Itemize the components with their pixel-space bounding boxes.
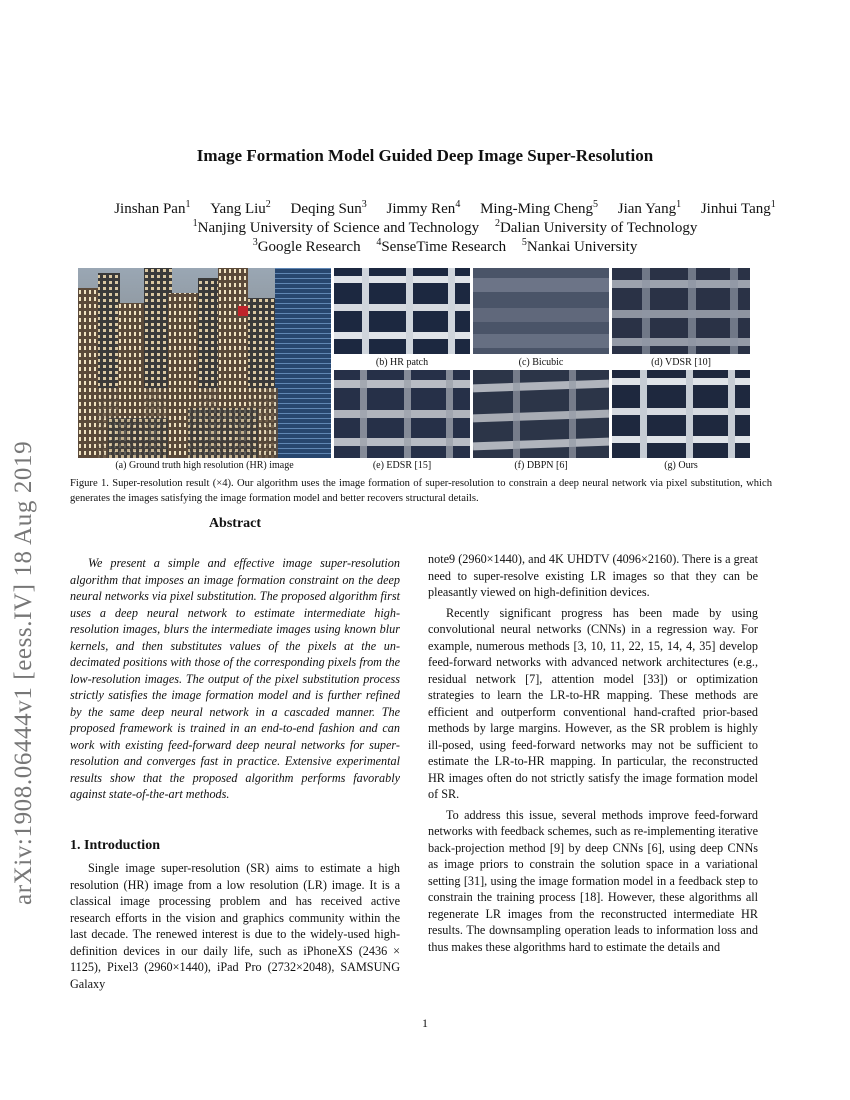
figure-1-caption: Figure 1. Super-resolution result (×4). Our algorithm uses the image formation of super-resolution to constrain a deep neural network via pixel substitution, which generates the images satisfying the image formation model and better recovers structural details.: [70, 478, 772, 504]
caption-g: (g) Ours: [664, 460, 698, 471]
author-names: [60, 200, 830, 219]
author: Jinhui Tang$^1$: [700, 199, 776, 217]
author: Jian Yang$^1$: [617, 199, 682, 217]
caption-b: (b) HR patch: [375, 357, 429, 368]
abstract-heading: Abstract: [208, 516, 262, 531]
dbpn-patch-image: [473, 370, 609, 458]
intro-heading: 1. Introduction: [70, 838, 160, 853]
affiliations-line-2: [60, 238, 830, 257]
right-column: [428, 551, 758, 955]
affiliation: $^2$Dalian University of Technology: [494, 218, 698, 236]
affiliation: $^4$SenseTime Research: [376, 237, 507, 255]
figure-1: [78, 268, 750, 470]
author: Deqing Sun$^3$: [290, 199, 367, 217]
author-block: [60, 200, 830, 257]
caption-d: (d) VDSR [10]: [651, 357, 711, 368]
affiliation: $^1$Nanjing University of Science and Technology: [192, 218, 480, 236]
arxiv-watermark: arXiv:1908.06444v1 [eess.IV] 18 Aug 2019: [10, 440, 37, 905]
abstract-text: We present a simple and effective image super-resolution algorithm that imposes an image formation constraint on the deep neural networks via pixel substitution. The proposed algorithm first uses a deep neural network to estimate intermediate high-resolution images, blurs the intermediate images using known blur kernels, and then substitutes values of the pixels at the un-decimated positions with those of the corresponding pixels from the low-resolution images. The output of the pixel substitution process strictly satisfies the image formation model and is further refined by the same deep neural network in a cascaded manner. The proposed framework is trained in an end-to-end fashion and can work with existing feed-forward deep neural networks for super-resolution and converges fast in practice. Extensive experimental results show that the proposed algorithm performs favorably against state-of-the-art methods.: [70, 556, 400, 801]
right-paragraph: To address this issue, several methods improve feed-forward networks with feedback schemes, such as re-implementing iterative back-projection method [9] by deep CNNs [6], using deep CNNs as image priors to constrain the solution space in a variational setting [31], using the image formation model in a feedback step to constrain the training process [18]. However, these algorithms all regenerate LR images from the reconstructed intermediate HR results. The downsampling operation leads to information loss and thus makes these algorithms hard to estimate the details and: [428, 807, 758, 954]
right-paragraph: note9 (2960×1440), and 4K UHDTV (4096×2160). There is a great need to super-resolve existing LR images so that they can be pleasantly viewed on high-definition devices.: [428, 552, 758, 599]
bicubic-patch-image: [473, 268, 609, 354]
edsr-patch-image: [334, 370, 470, 458]
affiliations-line-1: [60, 219, 830, 238]
paper-title: Image Formation Model Guided Deep Image Super-Resolution: [196, 146, 654, 165]
affiliation: $^3$Google Research: [252, 237, 361, 255]
author: Yang Liu$^2$: [210, 199, 271, 217]
hr-patch-image: [334, 268, 470, 354]
intro-column: [70, 860, 400, 992]
intro-paragraph: Single image super-resolution (SR) aims to estimate a high resolution (HR) image from a low resolution (LR) image. It is a classical image processing problem and has received active research efforts in the vision and graphics community within the last decade. The renewed interest is due to the widely-used high-definition devices in our daily life, such as iPhoneXS (2436 × 1125), Pixel3 (2960×1440), iPad Pro (2732×2048), SAMSUNG Galaxy: [70, 861, 400, 991]
author: Jinshan Pan$^1$: [114, 199, 191, 217]
page-number: 1: [422, 1016, 428, 1030]
affiliation: $^5$Nankai University: [521, 237, 638, 255]
ours-patch-image: [612, 370, 750, 458]
right-paragraph: Recently significant progress has been made by using convolutional neural networks (CNNs) in a regression way. For example, numerous methods [3, 10, 11, 22, 15, 14, 4, 35] develop feed-forward networks with advanced network architectures (e.g., residual network [7], attention model [33]) or optimization strategies to learn the LR-to-HR mapping. These methods are efficient and outperform conventional hand-crafted prior-based methods by large margins. However, as the SR problem is highly ill-posed, using feed-forward networks may not be sufficient to estimate the LR-to-HR mapping. In particular, the reconstructed HR images often do not strictly satisfy the image formation model of SR.: [428, 605, 758, 801]
caption-c: (c) Bicubic: [518, 357, 564, 368]
vdsr-patch-image: [612, 268, 750, 354]
caption-e: (e) EDSR [15]: [372, 460, 432, 471]
ground-truth-city-image: [78, 268, 331, 458]
author: Ming-Ming Cheng$^5$: [480, 199, 598, 217]
caption-a: (a) Ground truth high resolution (HR) image: [115, 460, 294, 471]
author: Jimmy Ren$^4$: [386, 199, 461, 217]
caption-f: (f) DBPN [6]: [514, 460, 568, 471]
